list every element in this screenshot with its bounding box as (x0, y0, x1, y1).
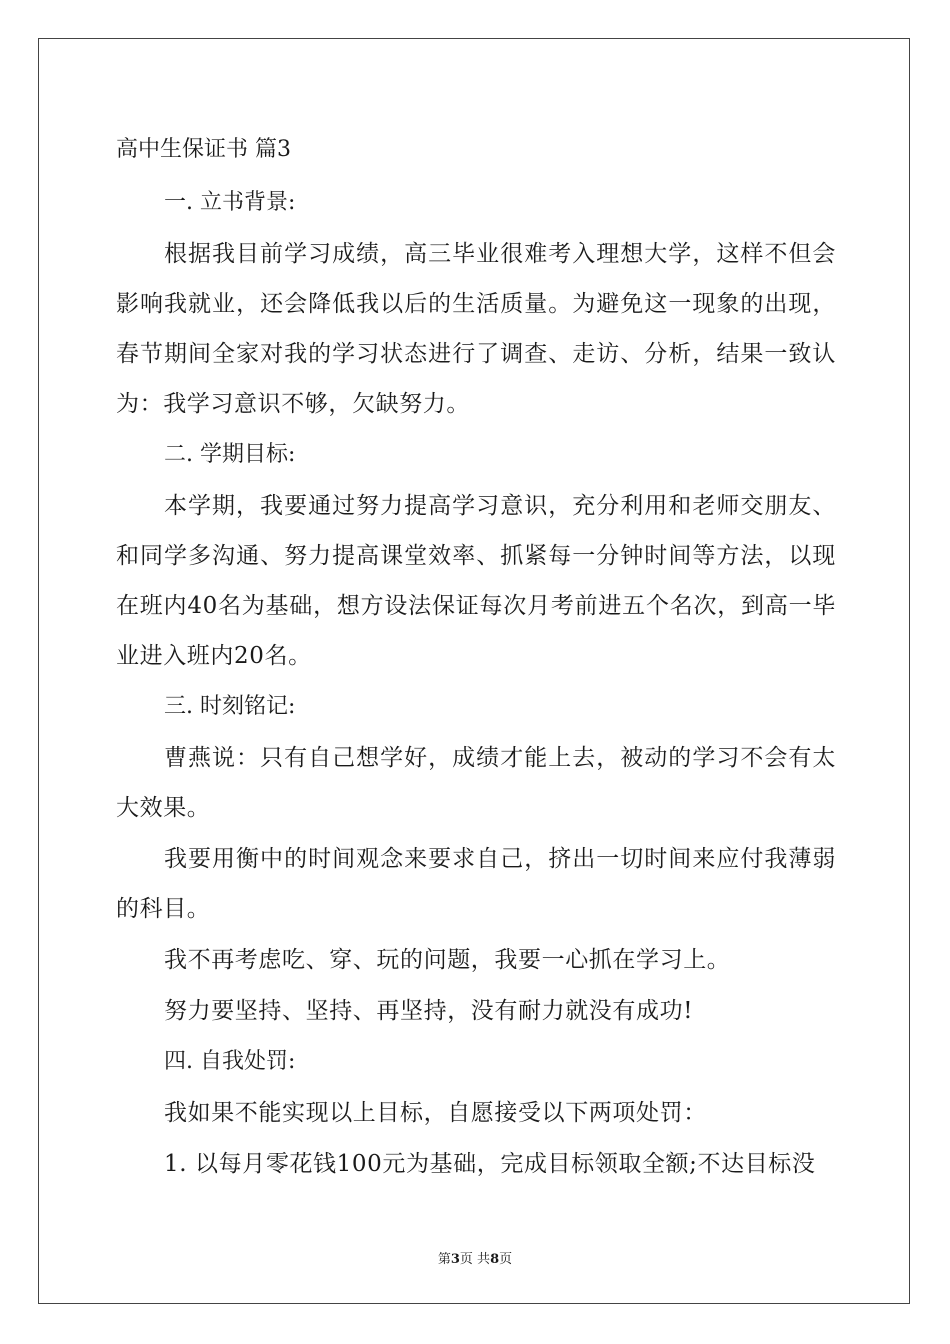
paragraph-background: 根据我目前学习成绩，高三毕业很难考入理想大学，这样不但会影响我就业，还会降低我以后的生活质量。为避免这一现象的出现，春节期间全家对我的学习状态进行了调查、走访、分析，结果一致认为：我学习意识不够，欠缺努力。 (116, 241, 836, 417)
document-body (116, 128, 836, 1190)
section-heading-goals: 二. 学期目标: (164, 442, 296, 467)
document-title: 高中生保证书 篇3 (116, 137, 291, 162)
page-mid: 页 共 (459, 1252, 491, 1267)
section-heading-remember: 三. 时刻铭记: (164, 694, 296, 719)
paragraph-remember-1: 曹燕说：只有自己想学好，成绩才能上去，被动的学习不会有太大效果。 (116, 745, 836, 821)
paragraph-remember-4: 努力要坚持、坚持、再坚持，没有耐力就没有成功! (164, 998, 694, 1024)
page-prefix: 第 (437, 1252, 451, 1267)
paragraph-remember-3: 我不再考虑吃、穿、玩的问题，我要一心抓在学习上。 (164, 947, 731, 973)
page-total-number: 8 (490, 1252, 500, 1267)
section-heading-penalty: 四. 自我处罚: (164, 1049, 296, 1074)
page-footer (0, 1248, 950, 1267)
page-suffix: 页 (499, 1252, 513, 1267)
paragraph-goals: 本学期，我要通过努力提高学习意识，充分利用和老师交朋友、和同学多沟通、努力提高课堂效率、抓紧每一分钟时间等方法，以现在班内40名为基础，想方设法保证每次月考前进五个名次，到高一毕业进入班内20名。 (116, 493, 836, 669)
page-current-number: 3 (450, 1252, 460, 1267)
paragraph-penalty-intro: 我如果不能实现以上目标，自愿接受以下两项处罚： (164, 1100, 707, 1126)
section-heading-background: 一. 立书背景: (164, 190, 296, 215)
paragraph-penalty-1: 1. 以每月零花钱100元为基础，完成目标领取全额;不达目标没 (164, 1151, 816, 1177)
paragraph-remember-2: 我要用衡中的时间观念来要求自己，挤出一切时间来应付我薄弱的科目。 (116, 846, 836, 922)
